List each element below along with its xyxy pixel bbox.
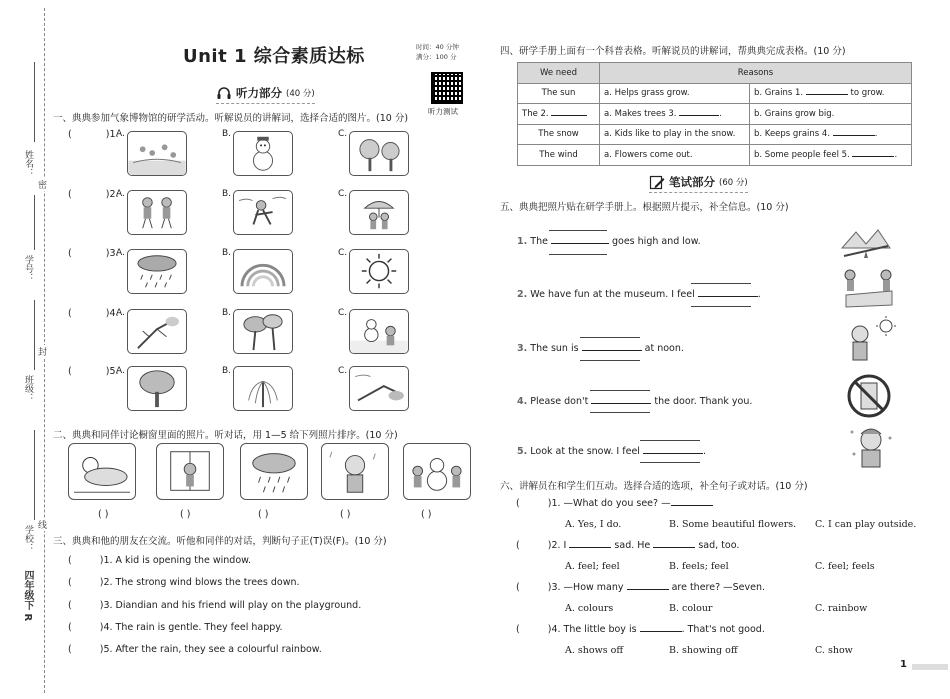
- q1-row-3: ( )3.: [68, 248, 119, 259]
- book-label: 四年级下 R: [22, 570, 33, 622]
- q6-blank-1[interactable]: [671, 505, 713, 506]
- q1-row-4: ( )4.: [68, 308, 119, 319]
- q6-blank-2b[interactable]: [653, 547, 695, 548]
- class-line[interactable]: [34, 300, 35, 370]
- q2-bracket-5[interactable]: ( ): [421, 509, 432, 520]
- q4-heading: 四、研学手册上面有一个科普表格。听解说员的讲解词，帮典典完成表格。(10 分): [500, 46, 846, 57]
- q4-col-reasons: Reasons: [600, 63, 912, 84]
- listening-section-badge: [216, 85, 315, 101]
- q1-r1-opt-a: A.: [116, 129, 125, 139]
- q6-blank-4[interactable]: [640, 631, 682, 632]
- q6-item-1-opt-b[interactable]: B. Some beautiful flowers.: [669, 519, 797, 530]
- q2-photo-girl-in-rain[interactable]: [321, 443, 389, 500]
- q6-item-4-opt-a[interactable]: A. shows off: [565, 645, 624, 656]
- q1-r4-opt-c: C.: [338, 308, 348, 318]
- name-label: 姓名：: [23, 150, 33, 177]
- class-label: 班级：: [23, 375, 33, 402]
- q5-item-4: 4. Please don't the door. Thank you.: [517, 396, 753, 407]
- q1-r3-c-sun-picture[interactable]: [349, 249, 409, 294]
- qr-label: 听力测试: [428, 107, 458, 116]
- writing-title: 笔试部分: [669, 175, 715, 189]
- q5-no-open-door-sign-icon: [846, 373, 892, 419]
- q6-item-2-stem: ( )2. I sad. He sad, too.: [516, 540, 740, 551]
- q2-heading: 二、典典和同伴讨论橱窗里面的照片。听对话，用 1—5 给下列照片排序。(10 分): [53, 430, 398, 441]
- q5-heading: 五、典典把照片贴在研学手册上。根据照片提示，补全信息。(10 分): [500, 202, 789, 213]
- q6-blank-2a[interactable]: [569, 547, 611, 548]
- listening-score: (40 分): [286, 89, 315, 99]
- exam-meta: [416, 42, 459, 62]
- q1-r2-a-kids-running-picture[interactable]: [127, 190, 187, 235]
- q5-blank-3[interactable]: [582, 350, 642, 351]
- q2-photo-cloudy-sun[interactable]: [68, 443, 136, 500]
- q1-r4-c-snow-play-picture[interactable]: [349, 309, 409, 354]
- binding-strip: [0, 0, 48, 699]
- q5-item-3: 3. The sun is at noon.: [517, 343, 684, 354]
- q2-bracket-1[interactable]: ( ): [98, 509, 109, 520]
- table-row: The wind a. Flowers come out. b. Some people feel 5. .: [518, 145, 912, 166]
- q6-heading: 六、讲解员在和学生们互动。选择合适的选项，补全句子或对话。(10 分): [500, 481, 808, 492]
- q5-blank-5[interactable]: [643, 453, 703, 454]
- page-number-bar: [912, 664, 948, 670]
- table-row: The sun a. Helps grass grow. b. Grains 1. to grow.: [518, 83, 912, 104]
- q5-item-1: 1. The goes high and low.: [517, 236, 701, 247]
- seal-char-2: 封: [38, 345, 47, 358]
- q5-cold-kid-picture: [846, 424, 896, 470]
- q1-r2-opt-b: B.: [222, 189, 232, 199]
- student-id-line[interactable]: [34, 195, 35, 250]
- q4-blank-5[interactable]: [852, 156, 894, 157]
- q5-museum-kids-picture: [838, 265, 900, 311]
- q5-hot-sun-kid-picture: [842, 316, 898, 364]
- q1-r2-opt-a: A.: [116, 189, 125, 199]
- q5-blank-1[interactable]: [551, 243, 609, 244]
- q4-blank-3[interactable]: [679, 115, 719, 116]
- q6-item-4-opt-b[interactable]: B. showing off: [669, 645, 738, 656]
- q3-item-2: ( )2. The strong wind blows the trees down.: [68, 577, 300, 588]
- q6-item-1-opt-a[interactable]: A. Yes, I do.: [565, 519, 622, 530]
- q4-col-need: We need: [518, 63, 600, 84]
- q4-table: [517, 62, 912, 166]
- q2-photo-snowman-kids[interactable]: [403, 443, 471, 500]
- q6-blank-3[interactable]: [627, 589, 669, 590]
- q6-item-4-opt-c[interactable]: C. show: [815, 645, 853, 656]
- q1-r4-opt-a: A.: [116, 308, 125, 318]
- q1-row-5: ( )5.: [68, 366, 119, 377]
- q1-r5-b-willow-picture[interactable]: [233, 366, 293, 411]
- q6-item-3-stem: ( )3. —How many are there? —Seven.: [516, 582, 766, 593]
- q1-r5-c-broken-branch-picture[interactable]: [349, 366, 409, 411]
- q3-item-5: ( )5. After the rain, they see a colourful rainbow.: [68, 644, 322, 655]
- q2-bracket-4[interactable]: ( ): [340, 509, 351, 520]
- q3-heading: 三、典典和他的朋友在交流。听他和同伴的对话，判断句子正(T)误(F)。(10 分): [53, 536, 387, 547]
- time-label: 时间：40 分钟: [416, 43, 459, 51]
- school-label: 学校：: [23, 525, 33, 552]
- q6-item-3-opt-a[interactable]: A. colours: [565, 603, 614, 614]
- q1-r3-opt-a: A.: [116, 248, 125, 258]
- q1-r1-b-snowman-picture[interactable]: [233, 131, 293, 176]
- q5-seesaw-picture: [838, 222, 894, 262]
- q1-r5-opt-c: C.: [338, 366, 348, 376]
- q1-r1-opt-c: C.: [338, 129, 348, 139]
- q3-item-4: ( )4. The rain is gentle. They feel happy.: [68, 622, 283, 633]
- q2-bracket-2[interactable]: ( ): [180, 509, 191, 520]
- q1-row-1: ( )1.: [68, 129, 119, 140]
- q6-item-1-opt-c[interactable]: C. I can play outside.: [815, 519, 917, 530]
- q6-item-3-opt-b[interactable]: B. colour: [669, 603, 713, 614]
- qr-code-icon[interactable]: [431, 72, 463, 104]
- q6-item-1-stem: ( )1. —What do you see? —: [516, 498, 713, 509]
- q3-item-3: ( )3. Diandian and his friend will play on the playground.: [68, 600, 362, 611]
- writing-section-badge: [649, 174, 748, 190]
- score-label: 满分：100 分: [416, 53, 457, 61]
- page-title: Unit 1 综合素质达标: [183, 46, 365, 67]
- pencil-note-icon: [649, 174, 665, 190]
- q1-r3-opt-b: B.: [222, 248, 232, 258]
- q1-r4-b-windy-trees-picture[interactable]: [233, 309, 293, 354]
- q4-blank-2[interactable]: [551, 115, 587, 116]
- q5-item-2: 2. We have fun at the museum. I feel .: [517, 289, 761, 300]
- student-id-label: 学号：: [23, 255, 33, 282]
- writing-score: (60 分): [719, 178, 748, 188]
- q5-blank-4[interactable]: [591, 403, 651, 404]
- q1-r3-opt-c: C.: [338, 248, 348, 258]
- q1-r2-opt-c: C.: [338, 189, 348, 199]
- q6-item-3-opt-c[interactable]: C. rainbow: [815, 603, 868, 614]
- q4-blank-1[interactable]: [806, 94, 848, 95]
- q1-r1-a-flowers-grass-picture[interactable]: [127, 131, 187, 176]
- table-row: The 2. a. Makes trees 3. . b. Grains grow big.: [518, 104, 912, 125]
- q1-r5-a-tree-picture[interactable]: [127, 366, 187, 411]
- q2-photo-rain-cloud[interactable]: [240, 443, 308, 500]
- q1-r1-c-trees-picture[interactable]: [349, 131, 409, 176]
- name-line[interactable]: [34, 62, 35, 142]
- q1-r2-b-windy-kid-picture[interactable]: [233, 190, 293, 235]
- q4-blank-4[interactable]: [833, 135, 875, 136]
- q1-r5-opt-b: B.: [222, 366, 232, 376]
- q1-r4-opt-b: B.: [222, 308, 232, 318]
- q1-r5-opt-a: A.: [116, 366, 125, 376]
- q1-r3-b-rainbow-picture[interactable]: [233, 249, 293, 294]
- seal-char-1: 密: [38, 178, 47, 191]
- page-number: 1: [900, 659, 907, 670]
- q2-bracket-3[interactable]: ( ): [258, 509, 269, 520]
- q1-row-2: ( )2.: [68, 189, 119, 200]
- table-row: The snow a. Kids like to play in the snow. b. Keeps grains 4. .: [518, 124, 912, 145]
- q3-item-1: ( )1. A kid is opening the window.: [68, 555, 252, 566]
- seal-char-3: 线: [38, 518, 47, 531]
- school-line[interactable]: [34, 430, 35, 520]
- q1-r4-a-fallen-tree-picture[interactable]: [127, 309, 187, 354]
- listening-title: 听力部分: [236, 86, 282, 100]
- q6-item-4-stem: ( )4. The little boy is . That's not good.: [516, 624, 765, 635]
- q5-blank-2[interactable]: [698, 296, 758, 297]
- q1-r3-a-rain-cloud-picture[interactable]: [127, 249, 187, 294]
- q2-photo-open-window[interactable]: [156, 443, 224, 500]
- q5-item-5: 5. Look at the snow. I feel .: [517, 446, 706, 457]
- q1-r2-c-kids-umbrella-picture[interactable]: [349, 190, 409, 235]
- q6-item-2-opt-c[interactable]: C. feel; feels: [815, 561, 875, 572]
- q6-item-2-opt-a[interactable]: A. feel; feel: [565, 561, 620, 572]
- q1-heading: 一、典典参加气象博物馆的研学活动。听解说员的讲解词，选择合适的图片。(10 分): [53, 113, 409, 124]
- q1-r1-opt-b: B.: [222, 129, 232, 139]
- q6-item-2-opt-b[interactable]: B. feels; feel: [669, 561, 729, 572]
- headphones-icon: [216, 85, 232, 101]
